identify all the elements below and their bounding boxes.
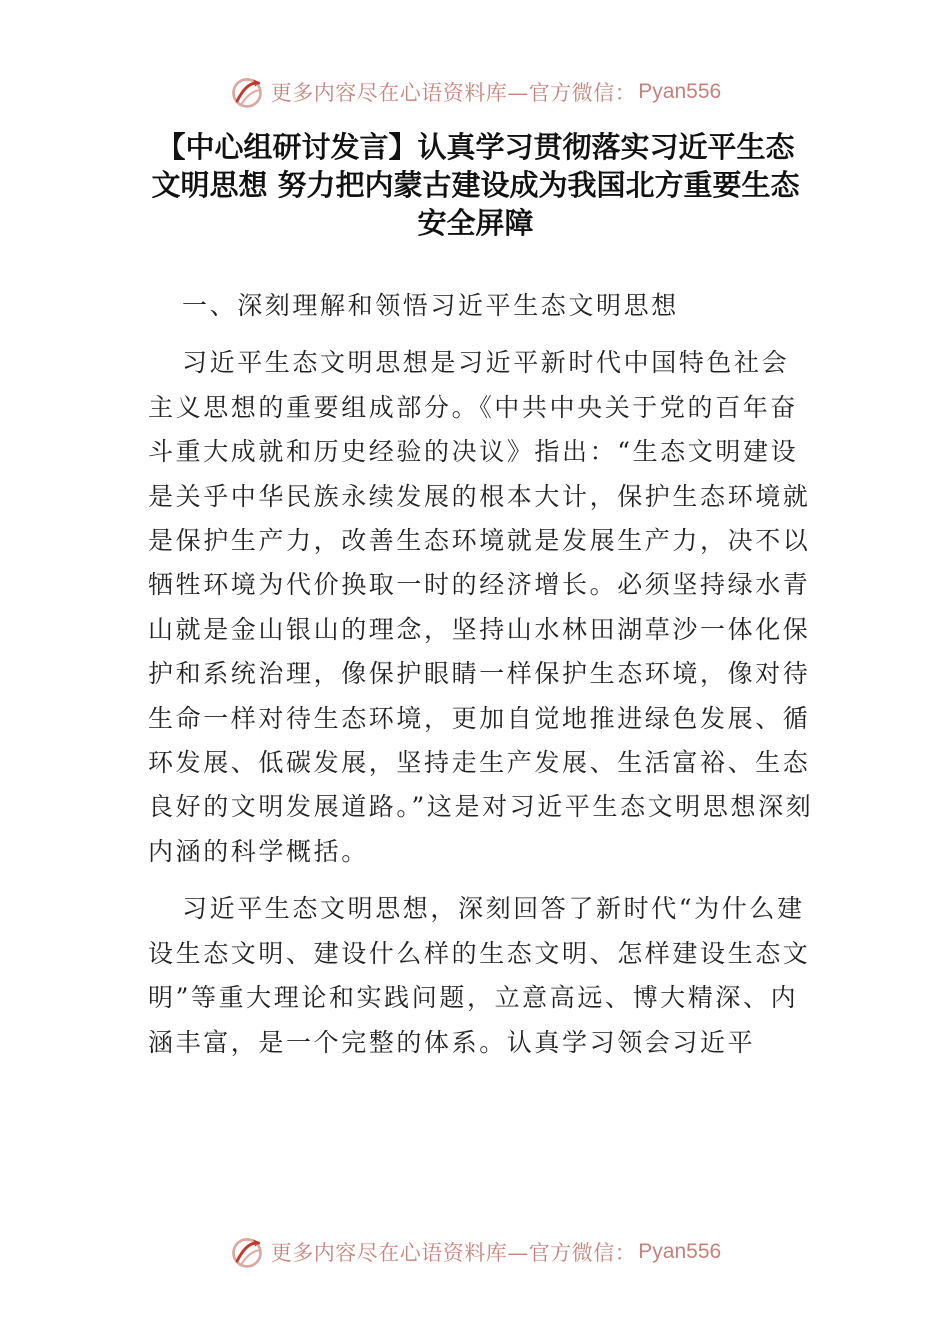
header-banner <box>0 72 950 112</box>
section-heading: 一、深刻理解和领悟习近平生态文明思想 <box>182 291 679 320</box>
banner-text: 更多内容尽在心语资料库—官方微信： <box>270 81 637 105</box>
brand-logo-icon <box>229 74 265 110</box>
wechat-id: Pyan556 <box>638 80 722 103</box>
brand-logo-icon <box>229 1234 265 1270</box>
document-title: 【中心组研讨发言】认真学习贯彻落实习近平生态文明思想 努力把内蒙古建设成为我国北方重要生态安全屏障 <box>151 130 800 240</box>
paragraph: 习近平生态文明思想是习近平新时代中国特色社会主义思想的重要组成部分。《中共中央关于党的百年奋斗重大成就和历史经验的决议》指出：“生态文明建设是关乎中华民族永续发展的根本大计，保护生态环境就是保护生产力，改善生态环境就是发展生产力，决不以牺牲环境为代价换取一时的经济增长。必须坚持绿水青山就是金山银山的理念，坚持山水林田湖草沙一体化保护和系统治理，像保护眼睛一样保护生态环境，像对待生命一样对待生态环境，更加自觉地推进绿色发展、循环发展、低碳发展，坚持走生产发展、生活富裕、生态良好的文明发展道路。”这是对习近平生态文明思想深刻内涵的科学概括。 <box>148 348 814 866</box>
paragraph: 习近平生态文明思想，深刻回答了新时代“为什么建设生态文明、建设什么样的生态文明、怎样建设生态文明”等重大理论和实践问题，立意高远、博大精深、内涵丰富，是一个完整的体系。认真学习领会习近平 <box>148 894 811 1057</box>
wechat-id: Pyan556 <box>638 1240 722 1263</box>
footer-banner <box>0 1232 950 1272</box>
banner-text: 更多内容尽在心语资料库—官方微信： <box>270 1241 637 1265</box>
document-body <box>148 284 816 1078</box>
